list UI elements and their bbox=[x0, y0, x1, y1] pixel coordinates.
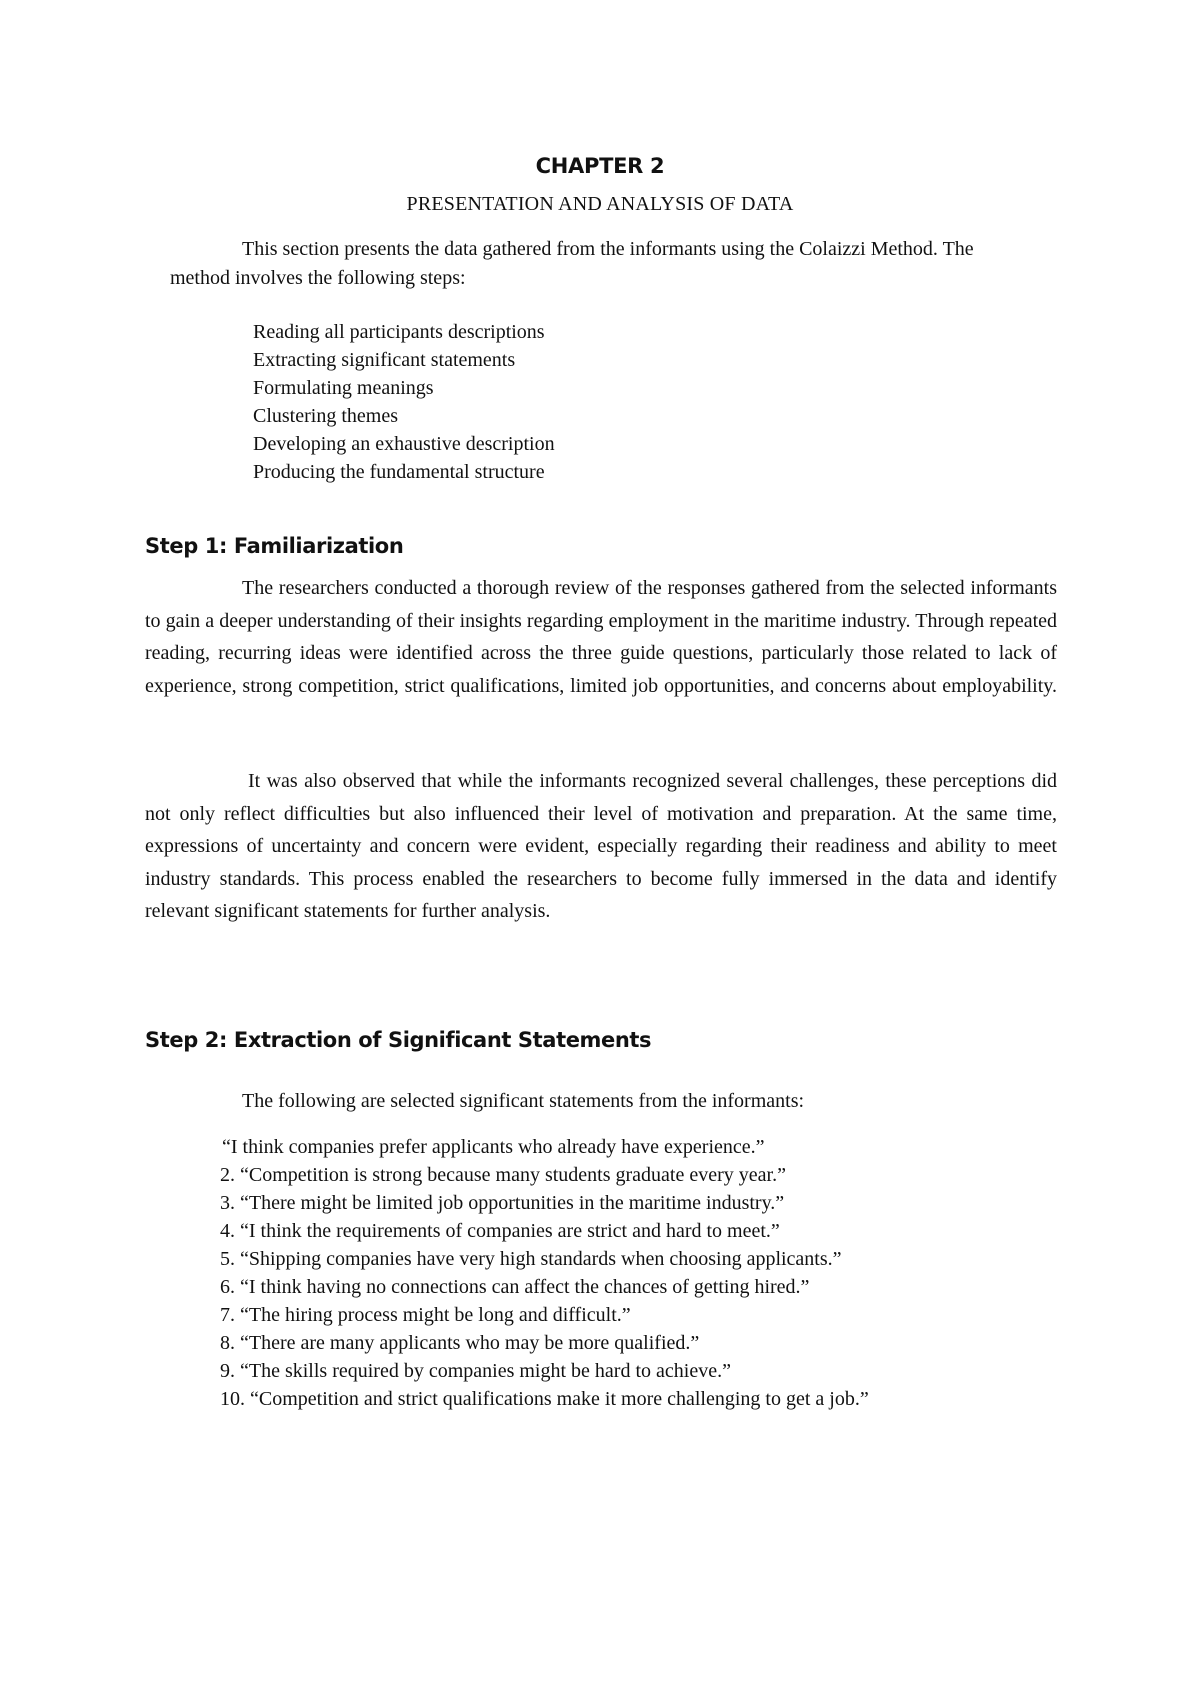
step2-intro: The following are selected significant statements from the informants: bbox=[242, 1090, 805, 1112]
steps-list-item: Developing an exhaustive description bbox=[253, 433, 555, 455]
statement-text: “The hiring process might be long and difficult.” bbox=[240, 1304, 631, 1326]
statement-item bbox=[220, 1161, 869, 1189]
step1-heading: Step 1: Familiarization bbox=[145, 534, 404, 558]
statement-number: 2. bbox=[220, 1164, 235, 1186]
statement-text: “I think the requirements of companies are strict and hard to meet.” bbox=[240, 1220, 780, 1242]
steps-list-item: Reading all participants descriptions bbox=[253, 321, 545, 343]
colaizzi-steps-list bbox=[253, 318, 555, 486]
step2-heading: Step 2: Extraction of Significant Statements bbox=[145, 1028, 652, 1052]
statement-item bbox=[220, 1245, 869, 1273]
statement-number: 6. bbox=[220, 1276, 235, 1298]
statement-text: “Competition and strict qualifications make it more challenging to get a job.” bbox=[250, 1388, 869, 1410]
statement-text: “I think companies prefer applicants who already have experience.” bbox=[222, 1136, 765, 1158]
statement-item bbox=[220, 1189, 869, 1217]
step1-paragraph-1: The researchers conducted a thorough review of the responses gathered from the selected informants to gain a deeper understanding of their insights regarding employment in the maritime industry. Through repeated reading, recurring ideas were identified across the three guide questions, particularly those related to lack of experience, strong competition, strict qualifications, limited job opportunities, and concerns about employability. bbox=[145, 577, 1057, 697]
steps-list-item: Extracting significant statements bbox=[253, 349, 516, 371]
statement-item bbox=[220, 1273, 869, 1301]
statement-number: 8. bbox=[220, 1332, 235, 1354]
statement-text: “I think having no connections can affect the chances of getting hired.” bbox=[240, 1276, 810, 1298]
statement-item bbox=[220, 1329, 869, 1357]
steps-list-item: Formulating meanings bbox=[253, 377, 434, 399]
statement-text: “There are many applicants who may be more qualified.” bbox=[240, 1332, 700, 1354]
statement-text: “Competition is strong because many students graduate every year.” bbox=[240, 1164, 786, 1186]
intro-paragraph: This section presents the data gathered from the informants using the Colaizzi Method. The method involves the following steps: bbox=[170, 238, 974, 289]
statement-number: 5. bbox=[220, 1248, 235, 1270]
statement-text: “The skills required by companies might be hard to achieve.” bbox=[240, 1360, 731, 1382]
steps-list-item: Producing the fundamental structure bbox=[253, 461, 545, 483]
step1-paragraph-2: It was also observed that while the informants recognized several challenges, these perceptions did not only reflect difficulties but also influenced their level of motivation and preparation. At the same time, expressions of uncertainty and concern were evident, especially regarding their readiness and ability to meet industry standards. This process enabled the researchers to become fully immersed in the data and identify relevant significant statements for further analysis. bbox=[145, 770, 1057, 922]
statement-item bbox=[220, 1301, 869, 1329]
section-title: PRESENTATION AND ANALYSIS OF DATA bbox=[406, 193, 794, 215]
statement-number: 10. bbox=[220, 1388, 245, 1410]
steps-list-item: Clustering themes bbox=[253, 405, 398, 427]
statement-number: 7. bbox=[220, 1304, 235, 1326]
statement-item bbox=[220, 1357, 869, 1385]
statement-text: “There might be limited job opportunities in the maritime industry.” bbox=[240, 1192, 785, 1214]
statement-item bbox=[220, 1133, 869, 1161]
statement-text: “Shipping companies have very high standards when choosing applicants.” bbox=[240, 1248, 842, 1270]
statement-number: 9. bbox=[220, 1360, 235, 1382]
chapter-title: CHAPTER 2 bbox=[535, 154, 665, 178]
statement-number: 3. bbox=[220, 1192, 235, 1214]
statement-item bbox=[220, 1385, 869, 1413]
significant-statements-list bbox=[220, 1133, 869, 1413]
statement-number: 4. bbox=[220, 1220, 235, 1242]
statement-item bbox=[220, 1217, 869, 1245]
